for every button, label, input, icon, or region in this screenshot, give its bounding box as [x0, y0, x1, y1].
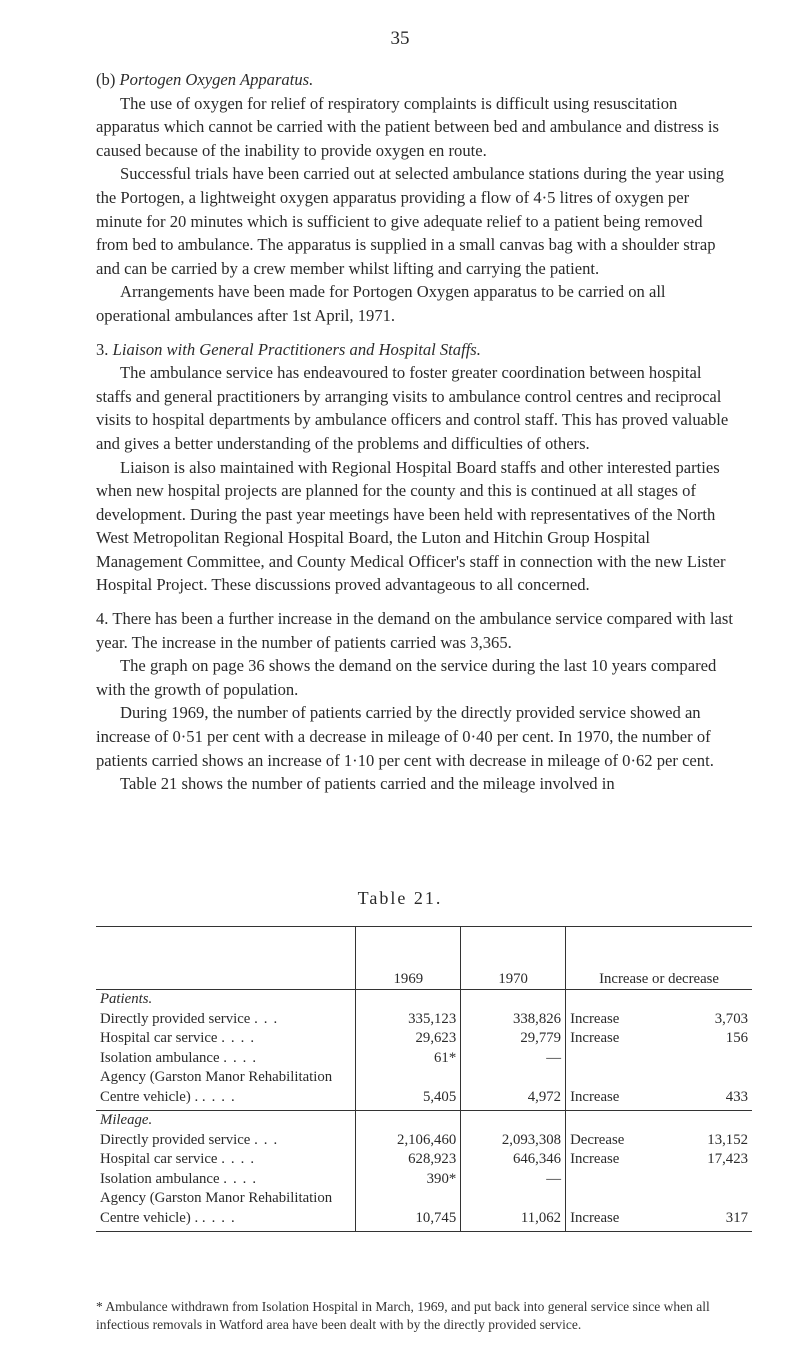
- cell-1969: 2,106,460: [356, 1131, 461, 1151]
- table-title: Table 21.: [357, 888, 443, 908]
- row-label: Agency (Garston Manor Rehabilitation Centre vehicle) . ....: [96, 1189, 356, 1232]
- row-label: Isolation ambulance ....: [100, 1049, 263, 1066]
- table-21: [96, 926, 752, 1232]
- cell-1969: 5,405: [356, 1068, 461, 1111]
- page-number: 35: [390, 28, 410, 49]
- table-header-row: [96, 927, 752, 990]
- paragraph: Arrangements have been made for Portogen Oxygen apparatus to be carried on all operational ambulances after 1st April, 1971.: [96, 282, 666, 325]
- header-1969: 1969: [356, 927, 461, 990]
- section-4-number: 4.: [96, 609, 109, 629]
- cell-change: Decrease: [566, 1131, 683, 1151]
- paragraph: Liaison is also maintained with Regional Hospital Board staffs and other interested parties when new hospital projects are planned for the county and this is continued at all stages of development. During the past year meetings have been held with representatives of the North West Metropolitan Regional Hospital Board, the Luton and Hitchin Group Hospital Management Committee, and County Medical Officer's staff in connection with the new Lister Hospital Project. These discussions proved advantageous to all concerned.: [96, 457, 726, 595]
- paragraph: During 1969, the number of patients carried by the directly provided service showed an increase of 0·51 per cent with a decrease in mileage of 0·40 per cent. In 1970, the number of patients carried shows an increase of 1·10 per cent with decrease in mileage of 0·62 per cent.: [96, 703, 714, 770]
- section-row-mileage: [96, 1111, 752, 1131]
- cell-change: [566, 1170, 683, 1190]
- section-3-title: Liaison with General Practitioners and Hospital Staffs.: [112, 339, 481, 359]
- cell-1970: 11,062: [461, 1189, 566, 1232]
- cell-amount: [683, 1170, 752, 1190]
- paragraph: Successful trials have been carried out at selected ambulance stations during the year using the Portogen, a lightweight oxygen apparatus providing a flow of 4·5 litres of oxygen per minute for 20 minutes which is sufficient to give adequate relief to a patient being removed from bed to ambulance. The apparatus is supplied in a small canvas bag with a shoulder strap and can be carried by a crew member whilst lifting and carrying the patient.: [96, 164, 725, 278]
- cell-1969: 29,623: [356, 1029, 461, 1049]
- table-row: [96, 1049, 752, 1069]
- cell-1969: 10,745: [356, 1189, 461, 1232]
- table-row: [96, 1170, 752, 1190]
- cell-amount: 156: [725, 1030, 748, 1046]
- cell-1970: 646,346: [461, 1150, 566, 1170]
- table-row: [96, 1150, 752, 1170]
- cell-1970: 2,093,308: [461, 1131, 566, 1151]
- cell-change: [566, 1049, 683, 1069]
- row-label: Agency (Garston Manor Rehabilitation Centre vehicle) . ....: [96, 1068, 356, 1111]
- row-label: Directly provided service ...: [100, 1010, 284, 1027]
- paragraph: The ambulance service has endeavoured to foster greater coordination between hospital staffs and general practitioners by arranging visits to ambulance control centres and reciprocal visits to hospital departments by ambulance officers and control staff. This has proved valuable and gives a better understanding of the problems and difficulties of others.: [96, 363, 729, 453]
- table-row: [96, 1068, 752, 1111]
- section-row-patients: [96, 990, 752, 1010]
- cell-change: Increase: [566, 1010, 683, 1030]
- table-row: [96, 1029, 752, 1049]
- cell-1969: 628,923: [356, 1150, 461, 1170]
- cell-1970: 4,972: [461, 1068, 566, 1111]
- paragraph: The graph on page 36 shows the demand on the service during the last 10 years compared with the growth of population.: [96, 656, 717, 699]
- cell-1970: —: [461, 1170, 566, 1190]
- cell-1969: 390*: [356, 1170, 461, 1190]
- cell-change: Increase: [566, 1068, 683, 1111]
- cell-amount: 13,152: [707, 1131, 748, 1148]
- section-b-title: Portogen Oxygen Apparatus.: [119, 70, 314, 89]
- cell-amount: 17,423: [707, 1151, 748, 1167]
- section-4-first-paragraph: [96, 607, 736, 654]
- row-label: Directly provided service ...: [100, 1131, 284, 1148]
- paragraph: Table 21 shows the number of patients carried and the mileage involved in: [120, 774, 615, 794]
- paragraph: The use of oxygen for relief of respiratory complaints is difficult using resuscitation apparatus which cannot be carried with the patient between bed and ambulance and distress is caused because of the inability to provide oxygen en route.: [96, 93, 719, 160]
- header-change: Increase or decrease: [566, 927, 752, 990]
- cell-change: Increase: [566, 1150, 683, 1170]
- cell-1970: 29,779: [461, 1029, 566, 1049]
- section-4-text: There has been a further increase in the demand on the ambulance service compared with last year. The increase in the number of patients carried was 3,365.: [96, 609, 733, 652]
- cell-change: Increase: [566, 1029, 683, 1049]
- section-title: Mileage.: [100, 1112, 153, 1128]
- section-b-label: (b): [96, 70, 116, 89]
- cell-1969: 61*: [356, 1049, 461, 1069]
- row-label: Hospital car service ....: [100, 1030, 261, 1046]
- table-row: [96, 1010, 752, 1030]
- cell-amount: 433: [683, 1068, 752, 1111]
- cell-1970: —: [461, 1049, 566, 1069]
- cell-change: Increase: [566, 1189, 683, 1232]
- cell-amount: 317: [683, 1189, 752, 1232]
- body-text: [96, 68, 736, 796]
- cell-amount: 3,703: [714, 1010, 748, 1027]
- section-3-number: 3.: [96, 339, 109, 359]
- cell-1970: 338,826: [461, 1010, 566, 1030]
- section-title: Patients.: [100, 991, 153, 1007]
- table-row: [96, 1131, 752, 1151]
- header-empty: [96, 927, 356, 990]
- row-label: Hospital car service ....: [100, 1151, 261, 1167]
- row-label: Isolation ambulance ....: [100, 1170, 263, 1187]
- section-b-heading: [96, 68, 736, 92]
- table-footnote: * Ambulance withdrawn from Isolation Hospital in March, 1969, and put back into general service since when all infectious removals in Watford area have been dealt with by the directly provided service.: [96, 1299, 710, 1332]
- cell-amount: [683, 1049, 752, 1069]
- table-row: [96, 1189, 752, 1232]
- section-3-heading: [96, 338, 736, 362]
- header-1970: 1970: [461, 927, 566, 990]
- cell-1969: 335,123: [356, 1010, 461, 1030]
